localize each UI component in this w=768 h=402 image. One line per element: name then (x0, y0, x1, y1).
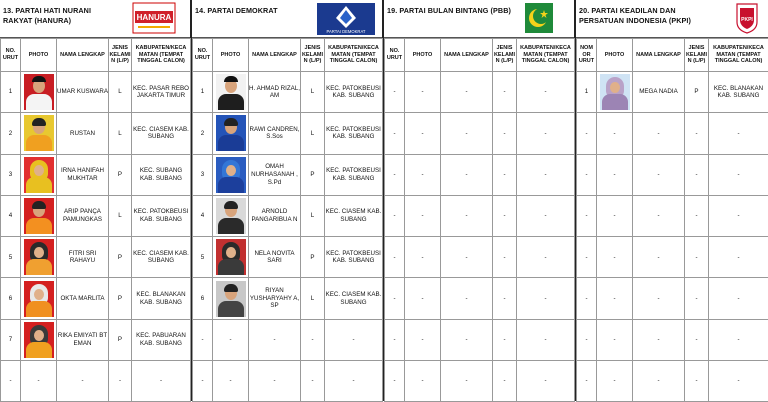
party-header (384, 0, 574, 38)
cell-no: 1 (193, 72, 213, 113)
col-name: NAMA LENGKAP (249, 39, 301, 72)
cell-no: - (193, 361, 213, 402)
table-row (577, 195, 768, 236)
candidate-photo (213, 278, 249, 319)
cell-gender: - (493, 319, 517, 360)
cell-name: ARNOLD PANGARIBUA N (249, 195, 301, 236)
table-row (193, 278, 383, 319)
cell-district: KEC. PATOKBEUSI KAB. SUBANG (325, 154, 383, 195)
cell-gender: L (109, 195, 132, 236)
col-gender: JENIS KELAMI N (L/P) (685, 39, 709, 72)
cell-gender: L (109, 72, 132, 113)
cell-district: - (325, 361, 383, 402)
table-row (577, 113, 768, 154)
cell-gender: - (301, 319, 325, 360)
table-row (577, 72, 768, 113)
cell-gender: P (685, 72, 709, 113)
cell-district: KEC. PATOKBEUSI KAB. SUBANG (325, 72, 383, 113)
candidate-table (192, 38, 383, 402)
cell-gender: - (493, 237, 517, 278)
cell-no: 6 (1, 278, 21, 319)
cell-name: IRNA HANIFAH MUKHTAR (57, 154, 109, 195)
candidate-photo (21, 154, 57, 195)
cell-name: OMAH NURHASANAH , S.Pd (249, 154, 301, 195)
candidate-photo (213, 72, 249, 113)
cell-district: - (709, 361, 768, 402)
cell-no: 6 (193, 278, 213, 319)
candidate-photo (21, 237, 57, 278)
cell-no: - (385, 113, 405, 154)
table-row (193, 154, 383, 195)
cell-photo-empty: - (597, 361, 633, 402)
cell-district: - (517, 278, 575, 319)
cell-no: 5 (193, 237, 213, 278)
cell-no: - (385, 72, 405, 113)
cell-name: - (441, 319, 493, 360)
cell-gender: L (109, 113, 132, 154)
cell-name: - (249, 361, 301, 402)
cell-name: - (633, 237, 685, 278)
party-pkpi (576, 0, 768, 401)
cell-name: - (633, 361, 685, 402)
cell-district: KEC. PASAR REBO JAKARTA TIMUR (132, 72, 191, 113)
cell-name: FITRI SRI RAHAYU (57, 237, 109, 278)
logo-lettering: PARTAI DEMOKRAT (326, 29, 365, 34)
cell-name: OKTA MARLITA (57, 278, 109, 319)
cell-photo-empty: - (597, 154, 633, 195)
table-row (193, 195, 383, 236)
pkpi-logo (734, 2, 760, 39)
cell-gender: - (685, 319, 709, 360)
cell-district: KEC. PATOKBEUSI KAB. SUBANG (132, 195, 191, 236)
pbb-logo (524, 2, 554, 39)
candidate-table (384, 38, 575, 402)
party-hanura (0, 0, 192, 401)
cell-district: - (517, 319, 575, 360)
cell-district: - (709, 319, 768, 360)
cell-gender: - (685, 237, 709, 278)
candidate-photo (213, 237, 249, 278)
table-row (193, 72, 383, 113)
party-header (0, 0, 190, 38)
cell-no: - (385, 319, 405, 360)
cell-no: - (193, 319, 213, 360)
candidate-photo (213, 195, 249, 236)
table-row (385, 361, 575, 402)
cell-gender: - (493, 195, 517, 236)
cell-name: - (441, 361, 493, 402)
cell-gender: P (109, 278, 132, 319)
col-district: KABUPATEN/KECA MATAN (TEMPAT TINGGAL CALON) (709, 39, 768, 72)
cell-district: KEC. SUBANG KAB. SUBANG (132, 154, 191, 195)
party-header (576, 0, 768, 38)
cell-district: - (132, 361, 191, 402)
table-row (577, 237, 768, 278)
candidate-photo (597, 72, 633, 113)
col-no: NO. URUT (1, 39, 21, 72)
table-row (1, 361, 191, 402)
col-gender: JENIS KELAMI N (L/P) (109, 39, 132, 72)
cell-district: - (709, 237, 768, 278)
cell-no: 3 (193, 154, 213, 195)
cell-no: 4 (1, 195, 21, 236)
cell-photo-empty: - (597, 319, 633, 360)
cell-no: - (577, 154, 597, 195)
cell-gender: - (109, 361, 132, 402)
candidate-table (576, 38, 768, 402)
cell-photo-empty: - (405, 361, 441, 402)
table-row (193, 361, 383, 402)
cell-district: - (709, 113, 768, 154)
cell-name: - (633, 154, 685, 195)
cell-gender: L (301, 278, 325, 319)
cell-photo-empty: - (405, 319, 441, 360)
table-row (385, 278, 575, 319)
cell-gender: - (685, 113, 709, 154)
col-gender: JENIS KELAMI N (L/P) (301, 39, 325, 72)
cell-photo-empty: - (405, 154, 441, 195)
table-row (385, 195, 575, 236)
cell-district: - (709, 195, 768, 236)
col-no: NOM OR URUT (577, 39, 597, 72)
candidate-photo (21, 319, 57, 360)
table-row (1, 154, 191, 195)
cell-no: - (577, 195, 597, 236)
cell-name: - (441, 195, 493, 236)
table-row (1, 319, 191, 360)
table-row (1, 237, 191, 278)
table-row (385, 237, 575, 278)
col-district: KABUPATEN/KECA MATAN (TEMPAT TINGGAL CALON) (325, 39, 383, 72)
logo-lettering: PKPI (741, 17, 753, 23)
cell-no: 1 (1, 72, 21, 113)
cell-name: - (441, 113, 493, 154)
cell-district: - (517, 113, 575, 154)
cell-name: - (633, 195, 685, 236)
cell-no: 7 (1, 319, 21, 360)
cell-no: 3 (1, 154, 21, 195)
table-row (1, 278, 191, 319)
party-pbb (384, 0, 576, 401)
candidate-photo (21, 113, 57, 154)
table-row (577, 361, 768, 402)
cell-photo-empty: - (597, 195, 633, 236)
cell-district: - (709, 154, 768, 195)
cell-photo-empty: - (213, 319, 249, 360)
candidate-photo (213, 113, 249, 154)
cell-photo-empty: - (405, 237, 441, 278)
cell-no: - (385, 154, 405, 195)
col-district: KABUPATEN/KECA MATAN (TEMPAT TINGGAL CALON) (132, 39, 191, 72)
cell-district: - (517, 361, 575, 402)
table-row (1, 195, 191, 236)
cell-no: 5 (1, 237, 21, 278)
table-row (1, 72, 191, 113)
party-title: 13. PARTAI HATI NURANI RAKYAT (HANURA) (3, 6, 91, 26)
cell-gender: - (493, 72, 517, 113)
table-row (385, 72, 575, 113)
cell-gender: P (301, 237, 325, 278)
cell-photo-empty: - (405, 278, 441, 319)
cell-district: KEC. CIASEM KAB. SUBANG (325, 195, 383, 236)
cell-name: RAWI CANDREN, S.Sos (249, 113, 301, 154)
party-title: 19. PARTAI BULAN BINTANG (PBB) (387, 6, 511, 16)
candidate-photo (21, 278, 57, 319)
col-photo: PHOTO (213, 39, 249, 72)
cell-gender: - (685, 195, 709, 236)
cell-gender: - (685, 278, 709, 319)
cell-photo-empty: - (21, 361, 57, 402)
cell-photo-empty: - (597, 237, 633, 278)
cell-no: - (577, 113, 597, 154)
cell-name: - (57, 361, 109, 402)
cell-gender: - (301, 361, 325, 402)
cell-name: - (633, 319, 685, 360)
candidate-table (0, 38, 191, 402)
cell-district: KEC. PABUARAN KAB. SUBANG (132, 319, 191, 360)
hanura-logo (132, 2, 176, 39)
col-photo: PHOTO (597, 39, 633, 72)
cell-gender: - (685, 361, 709, 402)
col-district: KABUPATEN/KECA MATAN (TEMPAT TINGGAL CALON) (517, 39, 575, 72)
cell-no: - (385, 278, 405, 319)
cell-gender: - (493, 154, 517, 195)
cell-gender: P (109, 154, 132, 195)
cell-photo-empty: - (213, 361, 249, 402)
cell-name: - (249, 319, 301, 360)
col-photo: PHOTO (21, 39, 57, 72)
logo-lettering: HANURA (137, 13, 172, 22)
col-name: NAMA LENGKAP (441, 39, 493, 72)
cell-name: H. AHMAD RIZAL, AM (249, 72, 301, 113)
cell-photo-empty: - (597, 278, 633, 319)
cell-gender: P (301, 154, 325, 195)
cell-name: ARIP PANÇA PAMUNGKAS (57, 195, 109, 236)
cell-gender: L (301, 195, 325, 236)
party-header (192, 0, 382, 38)
cell-gender: P (109, 319, 132, 360)
col-no: NO. URUT (385, 39, 405, 72)
col-name: NAMA LENGKAP (57, 39, 109, 72)
cell-name: - (633, 113, 685, 154)
cell-no: - (577, 278, 597, 319)
cell-no: 2 (193, 113, 213, 154)
table-row (577, 278, 768, 319)
table-row (193, 237, 383, 278)
candidate-photo (21, 195, 57, 236)
cell-district: - (517, 72, 575, 113)
cell-photo-empty: - (405, 195, 441, 236)
cell-name: NELA NOVITA SARI (249, 237, 301, 278)
table-row (385, 154, 575, 195)
cell-no: 2 (1, 113, 21, 154)
cell-no: - (1, 361, 21, 402)
cell-gender: - (493, 113, 517, 154)
cell-no: 1 (577, 72, 597, 113)
cell-district: KEC. CIASEM KAB. SUBANG (325, 278, 383, 319)
cell-district: - (517, 237, 575, 278)
cell-name: UMAR KUSWARA (57, 72, 109, 113)
cell-no: 4 (193, 195, 213, 236)
cell-photo-empty: - (405, 113, 441, 154)
candidate-photo (213, 154, 249, 195)
table-row (385, 113, 575, 154)
cell-no: - (385, 361, 405, 402)
party-demokrat (192, 0, 384, 401)
cell-name: RIYAN YUSHARYAHY A, SP (249, 278, 301, 319)
cell-no: - (577, 361, 597, 402)
cell-name: - (633, 278, 685, 319)
cell-district: - (709, 278, 768, 319)
col-gender: JENIS KELAMI N (L/P) (493, 39, 517, 72)
cell-district: KEC. PATOKBEUSI KAB. SUBANG (325, 237, 383, 278)
cell-no: - (577, 319, 597, 360)
table-row (385, 319, 575, 360)
cell-photo-empty: - (405, 72, 441, 113)
party-title: 14. PARTAI DEMOKRAT (195, 6, 278, 16)
cell-name: - (441, 278, 493, 319)
demokrat-logo (316, 2, 376, 41)
table-row (1, 113, 191, 154)
cell-no: - (385, 195, 405, 236)
cell-name: - (441, 237, 493, 278)
candidate-photo (21, 72, 57, 113)
cell-gender: L (301, 72, 325, 113)
cell-name: - (441, 72, 493, 113)
cell-gender: P (109, 237, 132, 278)
table-row (193, 113, 383, 154)
cell-district: KEC. CIASEM KAB. SUBANG (132, 113, 191, 154)
cell-gender: L (301, 113, 325, 154)
cell-name: RUSTAN (57, 113, 109, 154)
cell-gender: - (493, 278, 517, 319)
cell-gender: - (685, 154, 709, 195)
cell-district: KEC. BLANAKAN KAB. SUBANG (132, 278, 191, 319)
party-title: 20. PARTAI KEADILAN DAN PERSATUAN INDONESIA (PKPI) (579, 6, 691, 26)
cell-name: MEGA NADIA (633, 72, 685, 113)
cell-name: - (441, 154, 493, 195)
cell-district: KEC. PATOKBEUSI KAB. SUBANG (325, 113, 383, 154)
cell-no: - (577, 237, 597, 278)
table-row (577, 319, 768, 360)
cell-district: - (325, 319, 383, 360)
cell-district: KEC. CIASEM KAB. SUBANG (132, 237, 191, 278)
cell-district: - (517, 154, 575, 195)
col-no: NO. URUT (193, 39, 213, 72)
cell-district: - (517, 195, 575, 236)
col-photo: PHOTO (405, 39, 441, 72)
cell-district: KEC. BLANAKAN KAB. SUBANG (709, 72, 768, 113)
cell-gender: - (493, 361, 517, 402)
table-row (193, 319, 383, 360)
table-row (577, 154, 768, 195)
col-name: NAMA LENGKAP (633, 39, 685, 72)
cell-no: - (385, 237, 405, 278)
cell-name: RIKA EMIYATI BT EMAN (57, 319, 109, 360)
cell-photo-empty: - (597, 113, 633, 154)
